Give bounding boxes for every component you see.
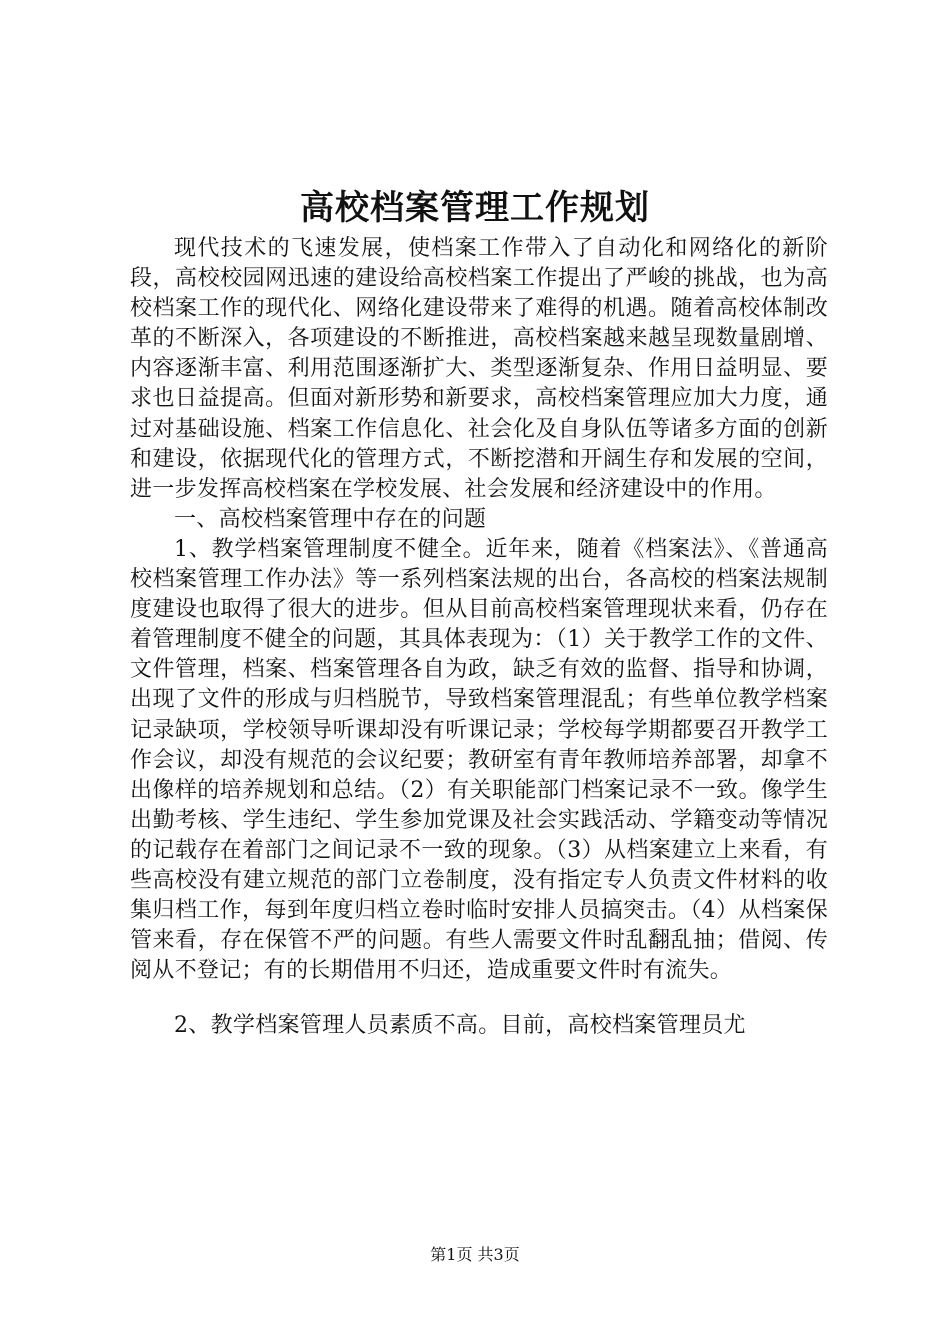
paragraph-intro: 现代技术的飞速发展，使档案工作带入了自动化和网络化的新阶段，高校校园网迅速的建设给高校档案工作提出了严峻的挑战，也为高校档案工作的现代化、网络化建设带来了难得的机遇。随着高校体制改革的不断深入，各项建设的不断推进，高校档案越来越呈现数量剧增、内容逐渐丰富、利用范围逐渐扩大、类型逐渐复杂、作用日益明显、要求也日益提高。但面对新形势和新要求，高校档案管理应加大力度，通过对基础设施、档案工作信息化、社会化及自身队伍等诸多方面的创新和建设，依据现代化的管理方式，不断挖潜和开阔生存和发展的空间，进一步发挥高校档案在学校发展、社会发展和经济建设中的作用。: [130, 236, 828, 502]
page-number-footer: 第1页 共3页: [430, 1245, 520, 1264]
paragraph-item-2: 2、教学档案管理人员素质不高。目前，高校档案管理员尤: [174, 1013, 746, 1039]
document-title: 高校档案管理工作规划: [300, 188, 650, 228]
document-body: [130, 234, 828, 1041]
section-heading-problems: 一、高校档案管理中存在的问题: [174, 506, 487, 532]
paragraph-item-1: 1、教学档案管理制度不健全。近年来，随着《档案法》、《普通高校档案管理工作办法》等一系列档案法规的出台，各高校的档案法规制度建设也取得了很大的进步。但从目前高校档案管理现状来看，仍存在着管理制度不健全的问题，其具体表现为：（1）关于教学工作的文件、文件管理，档案、档案管理各自为政，缺乏有效的监督、指导和协调，出现了文件的形成与归档脱节，导致档案管理混乱；有些单位教学档案记录缺项，学校领导听课却没有听课记录；学校每学期都要召开教学工作会议，却没有规范的会议纪要；教研室有青年教师培养部署，却拿不出像样的培养规划和总结。（2）有关职能部门档案记录不一致。像学生出勤考核、学生违纪、学生参加党课及社会实践活动、学籍变动等情况的记载存在着部门之间记录不一致的现象。（3）从档案建立上来看，有些高校没有建立规范的部门立卷制度，没有指定专人负责文件材料的收集归档工作，每到年度归档立卷时临时安排人员搞突击。（4）从档案保管来看，存在保管不严的问题。有些人需要文件时乱翻乱抽；借阅、传阅从不登记；有的长期借用不归还，造成重要文件时有流失。: [130, 536, 828, 984]
